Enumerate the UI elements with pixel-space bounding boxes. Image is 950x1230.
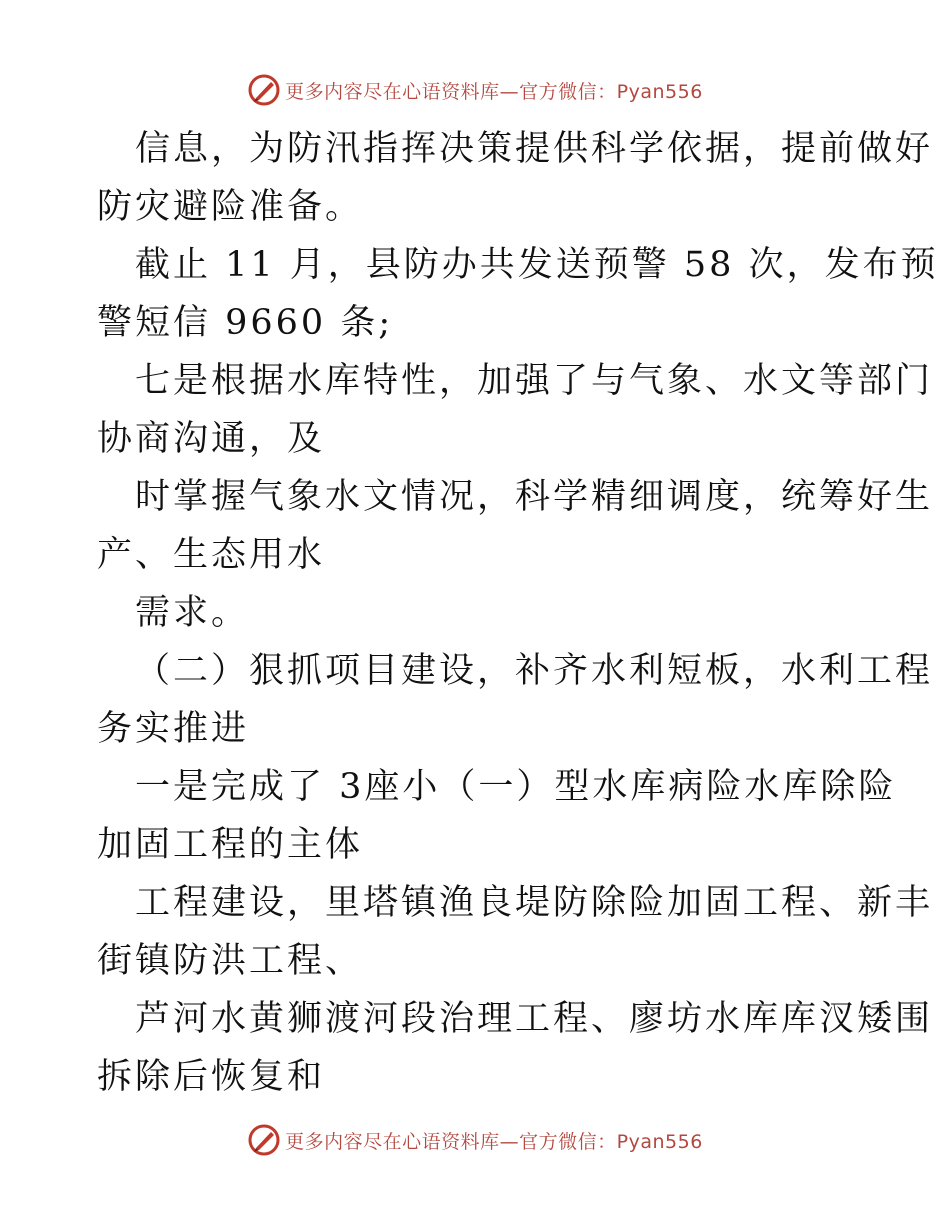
watermark-banner-bottom xyxy=(0,1120,950,1160)
text-line: 协商沟通，及 xyxy=(97,419,326,459)
text-line: 拆除后恢复和 xyxy=(97,1057,326,1097)
watermark-banner-top xyxy=(0,70,950,110)
text-line: 截止 11 月，县防办共发送预警 58 次，发布预 xyxy=(135,245,939,285)
watermark-text: 更多内容尽在心语资料库—官方微信：Pyan556 xyxy=(285,1130,703,1153)
text-line: 芦河水黄狮渡河段治理工程、廖坊水库库汊矮围 xyxy=(135,999,934,1039)
text-line: 七是根据水库特性，加强了与气象、水文等部门 xyxy=(135,361,934,401)
text-line: 务实推进 xyxy=(97,709,250,749)
text-line: 街镇防洪工程、 xyxy=(97,941,364,981)
pen-logo-icon xyxy=(247,1123,281,1157)
text-line: （二）狠抓项目建设，补齐水利短板，水利工程 xyxy=(135,651,934,691)
text-line: 一是完成了 3座小（一）型水库病险水库除险 xyxy=(135,767,897,807)
text-line: 信息，为防汛指挥决策提供科学依据，提前做好 xyxy=(135,129,934,169)
text-line: 需求。 xyxy=(135,593,250,633)
text-line: 警短信 9660 条; xyxy=(97,303,394,343)
watermark-text: 更多内容尽在心语资料库—官方微信：Pyan556 xyxy=(285,80,703,103)
pen-logo-icon xyxy=(247,73,281,107)
document-body xyxy=(97,120,939,1106)
text-line: 工程建设，里塔镇渔良堤防除险加固工程、新丰 xyxy=(135,883,934,923)
text-line: 防灾避险准备。 xyxy=(97,187,364,227)
text-line: 时掌握气象水文情况，科学精细调度，统筹好生 xyxy=(135,477,934,517)
text-line: 加固工程的主体 xyxy=(97,825,364,865)
text-line: 产、生态用水 xyxy=(97,535,326,575)
